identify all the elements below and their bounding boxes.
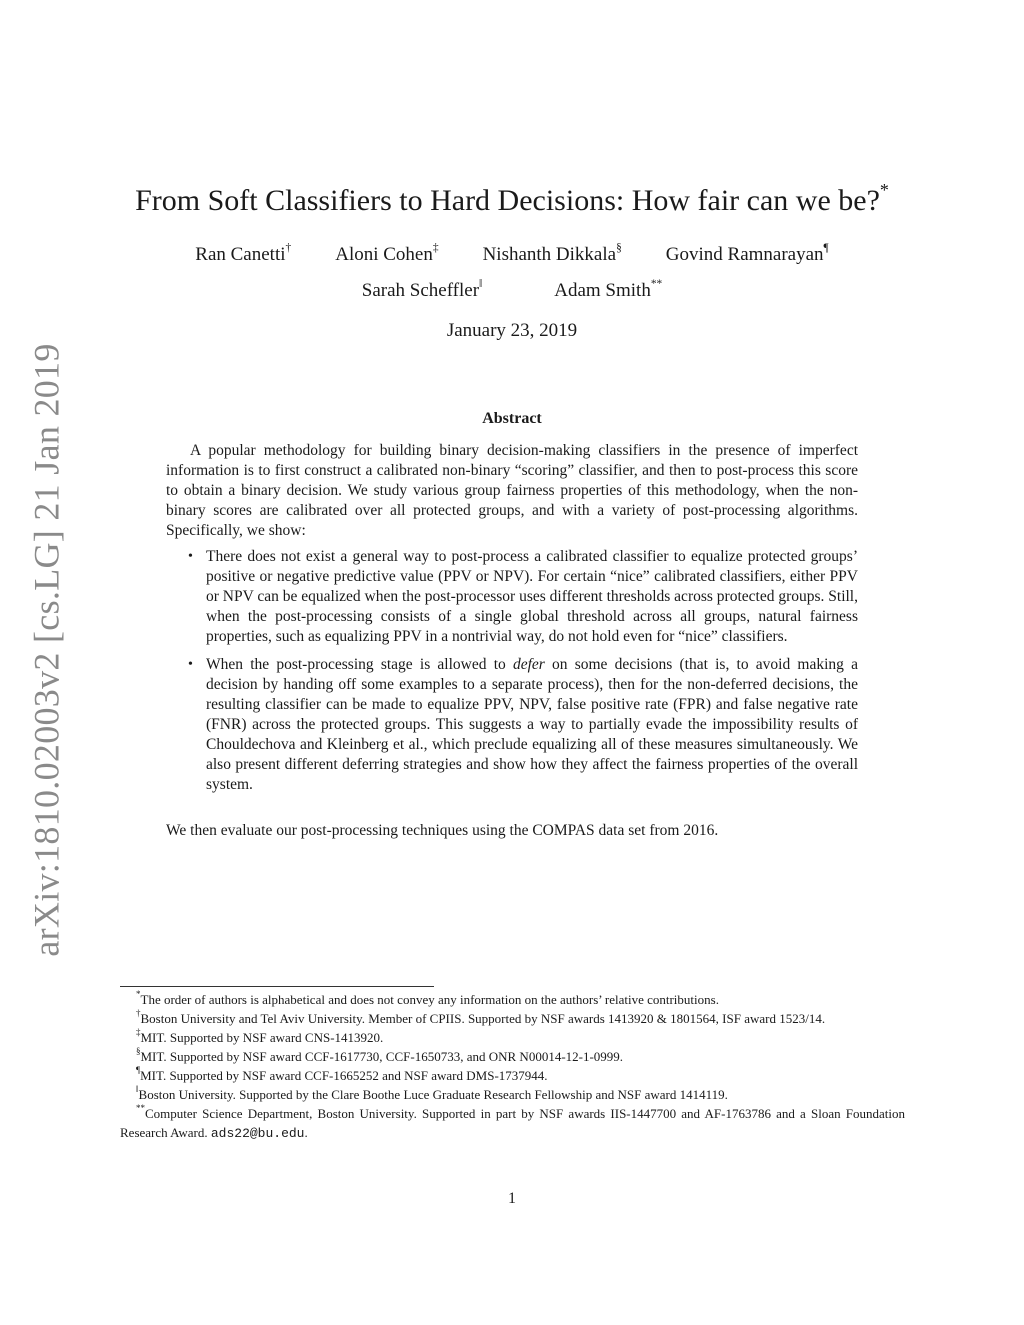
- title-text: From Soft Classifiers to Hard Decisions: How fair can we be?: [135, 184, 880, 217]
- list-item: • There does not exist a general way to post-process a calibrated classifier to equalize protected groups’ positive or negative predictive value (PPV or NPV). For certain “nice” calibrated classifiers, either PPV or NPV can be equalized when the post-processor uses different thresholds across protected groups. Still, when the post-processing consists of a single global threshold across all groups, natural fairness properties, such as equalizing PPV in a nontrivial way, do not hold even for “nice” classifiers.: [188, 548, 858, 645]
- footnote: ‡MIT. Supported by NSF award CNS-1413920.: [136, 1026, 384, 1045]
- emphasis-defer: defer: [512, 656, 545, 673]
- footnote: †Boston University and Tel Aviv University. Member of CPIIS. Supported by NSF awards 1413920 & 1801564, ISF award 1523/14.: [136, 1007, 826, 1026]
- author-email-link[interactable]: ads22@bu.edu: [210, 1126, 305, 1141]
- page-number: 1: [508, 1190, 516, 1207]
- author: Aloni Cohen‡: [335, 241, 439, 265]
- abstract-heading: Abstract: [482, 410, 542, 427]
- footnote: ‖Boston University. Supported by the Clare Boothe Luce Graduate Research Fellowship and NSF award 1414119.: [136, 1083, 728, 1102]
- paper-title: [0, 180, 1024, 218]
- bullet-icon: •: [188, 549, 193, 564]
- abstract-intro: A popular methodology for building binary decision-making classifiers in the presence of imperfect information is to first construct a calibrated non-binary “scoring” classifier, and then to post-process this score to obtain a binary decision. We study various group fairness properties of this methodology, when the non-binary scores are calibrated over all protected groups, and with a variety of post-processing algorithms. Specifically, we show:: [166, 442, 858, 539]
- author: Adam Smith**: [554, 277, 663, 301]
- list-item: • When the post-processing stage is allowed to defer on some decisions (that is, to avoid making a decision by handing off some examples to a separate process), then for the non-deferred decisions, the resulting classifier can be made to equalize PPV, NPV, false positive rate (FPR) and false negative rate (FNR) across the protected groups. This suggests a way to partially evade the impossibility results of Chouldechova and Kleinberg et al., which preclude equalizing all of these measures simultaneously. We also present different deferring strategies and show how they affect the fairness properties of the overall system.: [188, 656, 859, 793]
- footnotes: [120, 990, 905, 1143]
- title-footnote-mark: *: [879, 180, 889, 201]
- author: Nishanth Dikkala§: [482, 241, 622, 265]
- footnote-divider: [120, 986, 434, 987]
- abstract-findings-list: [166, 547, 858, 803]
- author: Sarah Scheffler‖: [361, 277, 483, 301]
- arxiv-id-text: arXiv:1810.02003v2 [cs.LG] 21 Jan 2019: [27, 343, 67, 957]
- footnote: ¶MIT. Supported by NSF award CCF-1665252 and NSF award DMS-1737944.: [136, 1064, 548, 1083]
- author: Govind Ramnarayan¶: [665, 241, 829, 265]
- author-list-row-2: [0, 277, 1024, 302]
- footnote: *The order of authors is alphabetical and does not convey any information on the authors’ relative contributions.: [136, 988, 719, 1007]
- publication-date: January 23, 2019: [446, 320, 578, 341]
- arxiv-side-identifier: [22, 343, 72, 957]
- author: Ran Canetti†: [195, 241, 292, 265]
- footnote: **Computer Science Department, Boston University. Supported in part by NSF awards IIS-1447700 and AF-1763786 and a Sloan Foundation Research Award. ads22@bu.edu.: [120, 1102, 905, 1141]
- bullet-icon: •: [188, 657, 193, 672]
- footnote: §MIT. Supported by NSF award CCF-1617730, CCF-1650733, and ONR N00014-12-1-0999.: [136, 1045, 624, 1064]
- abstract-closing: We then evaluate our post-processing techniques using the COMPAS data set from 2016.: [166, 822, 719, 839]
- author-list-row-1: [0, 241, 1024, 266]
